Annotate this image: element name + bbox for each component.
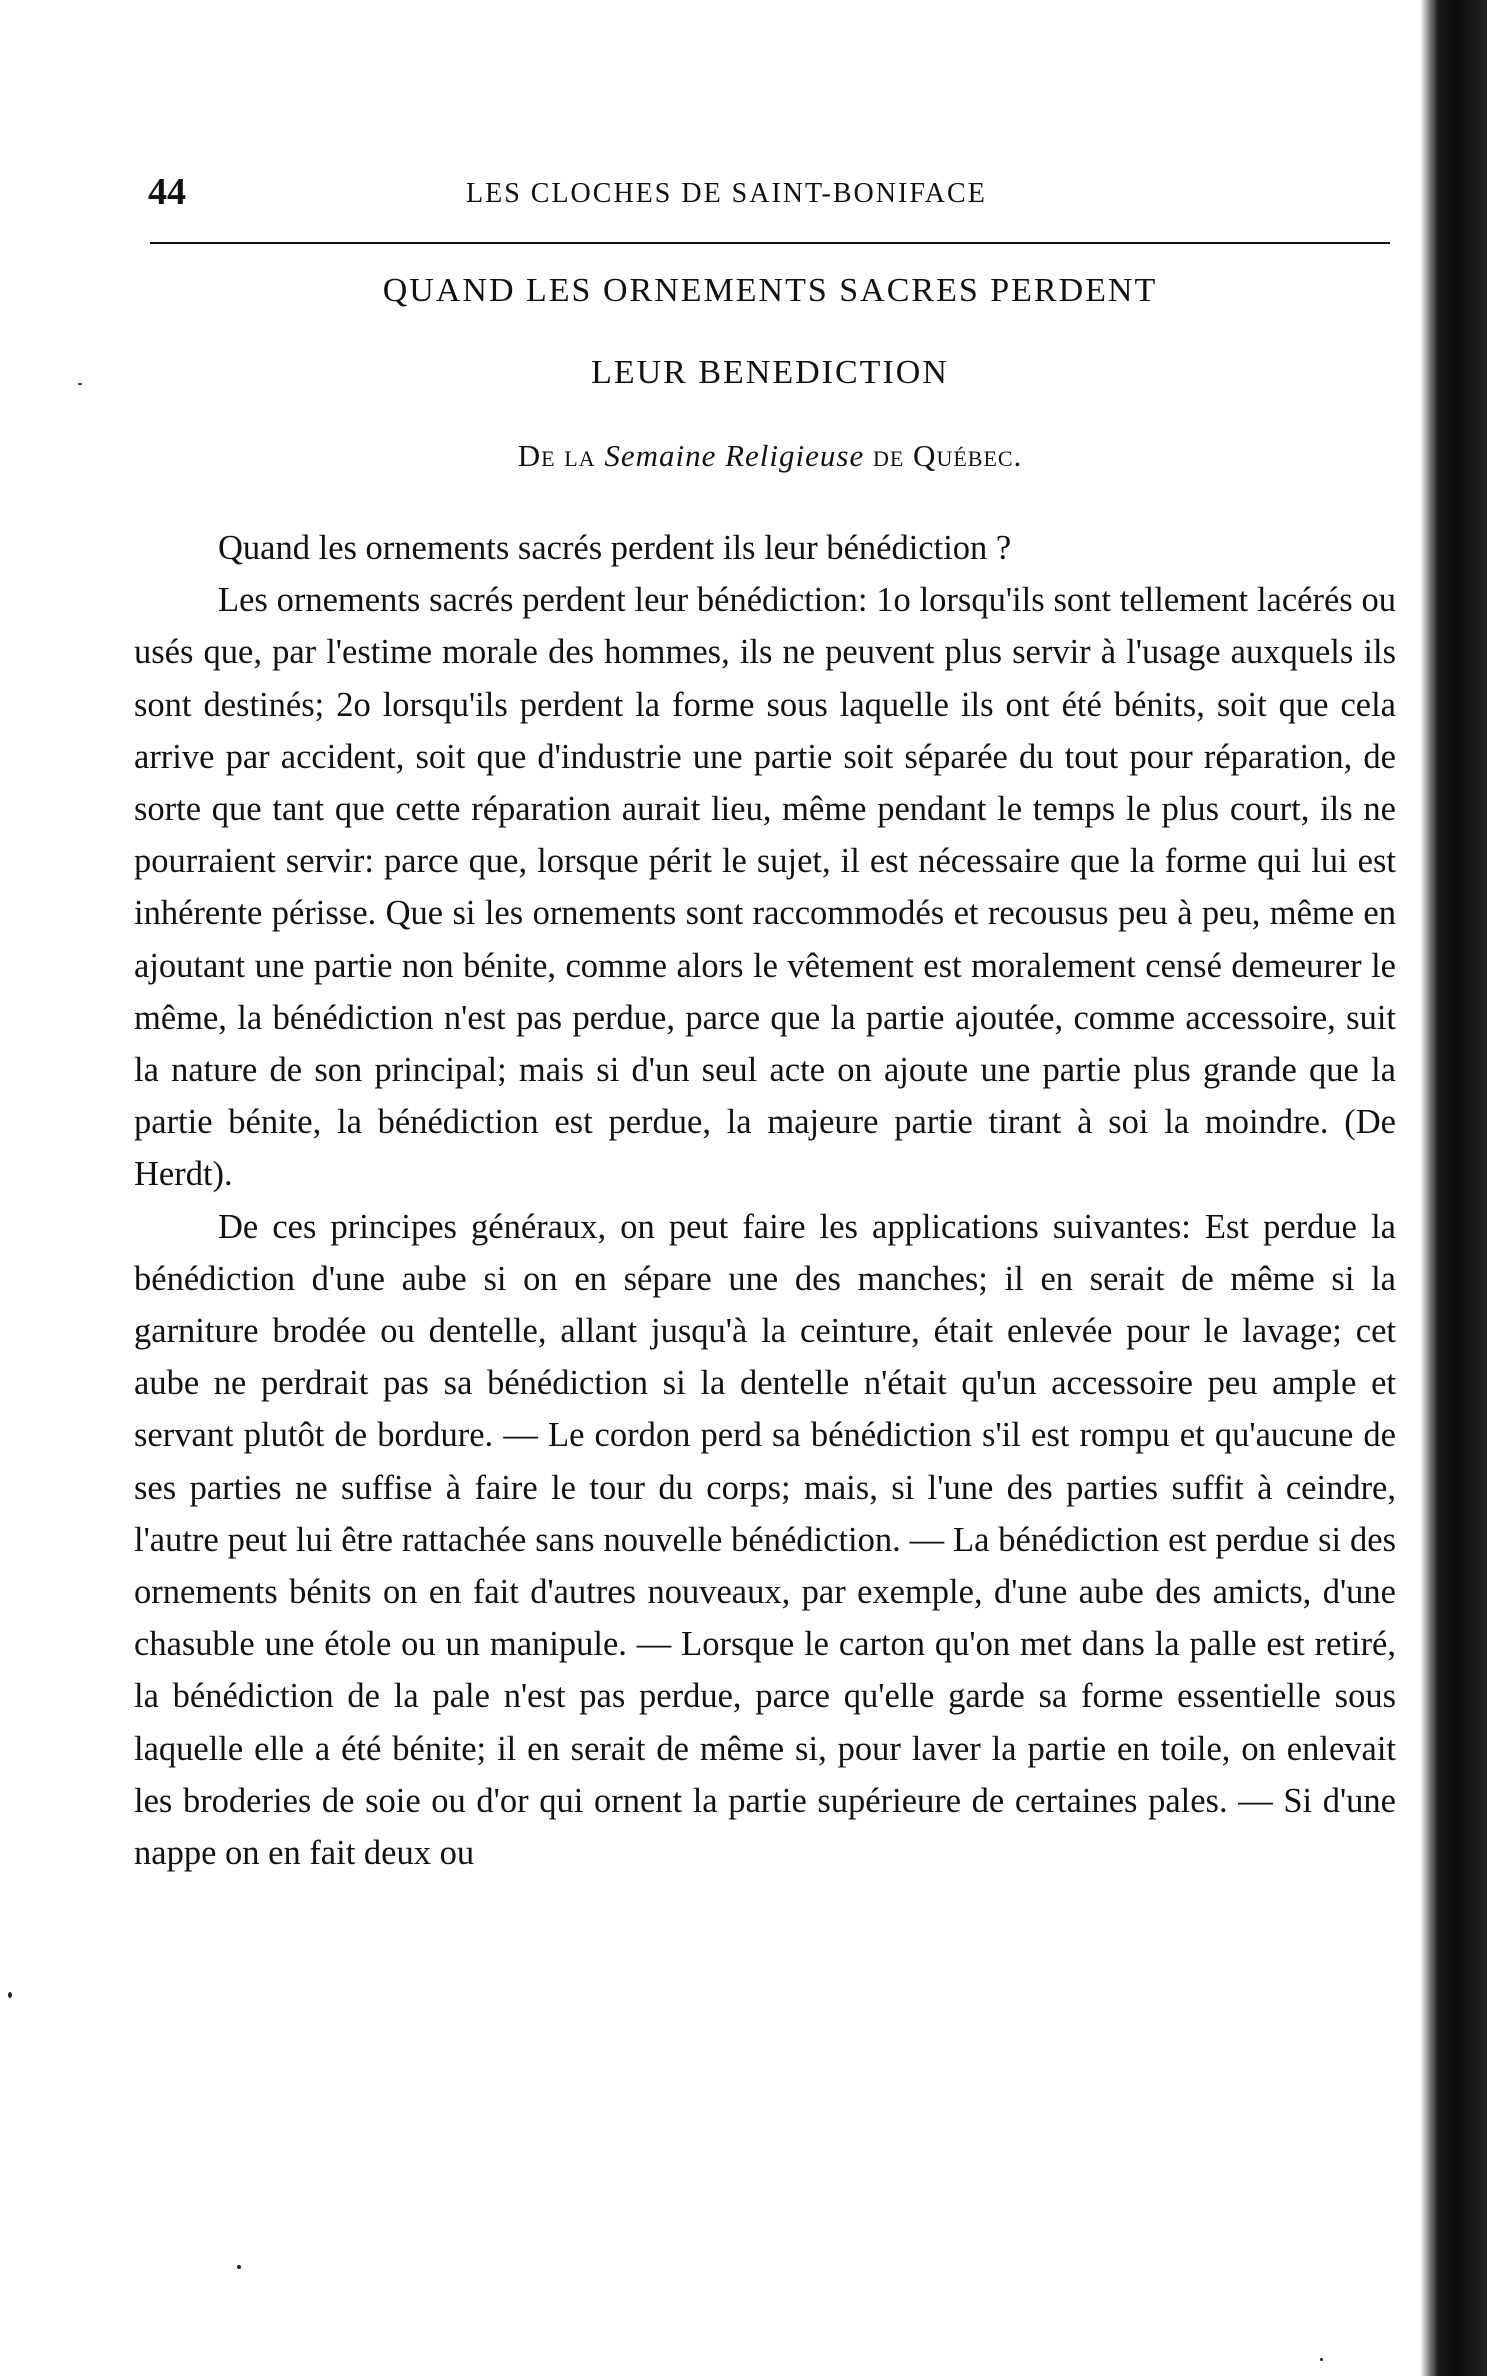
source-prefix: De la [517, 438, 596, 473]
page-edge-shadow [1398, 0, 1487, 2376]
body-paragraph: Les ornements sacrés perdent leur bénédiction: 1o lorsqu'ils sont tellement lacérés ou usés que, par l'estime morale des hommes, ils ne peuvent plus servir à l'usage auxquels ils sont destinés; 2o lorsqu'ils perdent la forme sous laquelle ils ont été bénits, soit que cela arrive par accident, soit que d'industrie une partie soit séparée du tout pour réparation, de sorte que tant que cette réparation aurait lieu, même pendant le temps le plus court, ils ne pourraient servir: parce que, lorsque périt le sujet, il est nécessaire que la forme qui lui est inhérente périsse. Que si les ornements sont raccommodés et recousus peu à peu, même en ajoutant une partie non bénite, comme alors le vêtement est moralement censé demeurer le même, la bénédiction n'est pas perdue, parce que la partie ajoutée, comme accessoire, suit la nature de son principal; mais si d'un seul acte on ajoute une partie plus grande que la partie bénite, la bénédiction est perdue, la majeure partie tirant à soi la moindre. (De Herdt). [134, 581, 1396, 1194]
article-title-line-2: LEUR BENEDICTION [591, 354, 949, 391]
source-publication: Semaine Religieuse [604, 438, 865, 473]
running-head [148, 170, 1398, 213]
ink-speck [78, 383, 82, 385]
ink-speck [8, 1992, 12, 1998]
ink-speck [237, 2265, 241, 2269]
header-rule [150, 242, 1390, 244]
source-suffix: de Québec. [872, 438, 1023, 473]
page-number: 44 [148, 171, 186, 213]
article-source [140, 438, 1400, 474]
body-paragraph: De ces principes généraux, on peut faire les applications suivantes: Est perdue la bénédiction d'une aube si on en sépare une des manches; il en serait de même si la garniture brodée ou dentelle, allant jusqu'à la ceinture, était enlevée pour le lavage; cet aube ne perdrait pas sa bénédiction si la dentelle n'était qu'un accessoire peu ample et servant plutôt de bordure. — Le cordon perd sa bénédiction s'il est rompu et qu'aucune de ses parties ne suffise à faire le tour du corps; mais, si l'une des parties suffit à ceindre, l'autre peut lui être rattachée sans nouvelle bénédiction. — La bénédiction est perdue si des ornements bénits on en fait d'autres nouveaux, par exemple, d'une aube des amicts, d'une chasuble une étole ou un manipule. — Lorsque le carton qu'on met dans la palle est retiré, la bénédiction de la pale n'est pas perdue, parce qu'elle garde sa forme essentielle sous laquelle elle a été bénite; il en serait de même si, pour laver la partie en toile, on enlevait les broderies de soie ou d'or qui ornent la partie supérieure de certaines pales. — Si d'une nappe on en fait deux ou [134, 1207, 1396, 1873]
running-title: LES CLOCHES DE SAINT-BONIFACE [466, 178, 987, 209]
ink-speck [1320, 2358, 1323, 2361]
article-body [134, 522, 1396, 1879]
article-title-line-1: QUAND LES ORNEMENTS SACRES PERDENT [382, 272, 1158, 309]
body-paragraph: Quand les ornements sacrés perdent ils leur bénédiction ? [218, 529, 1012, 567]
